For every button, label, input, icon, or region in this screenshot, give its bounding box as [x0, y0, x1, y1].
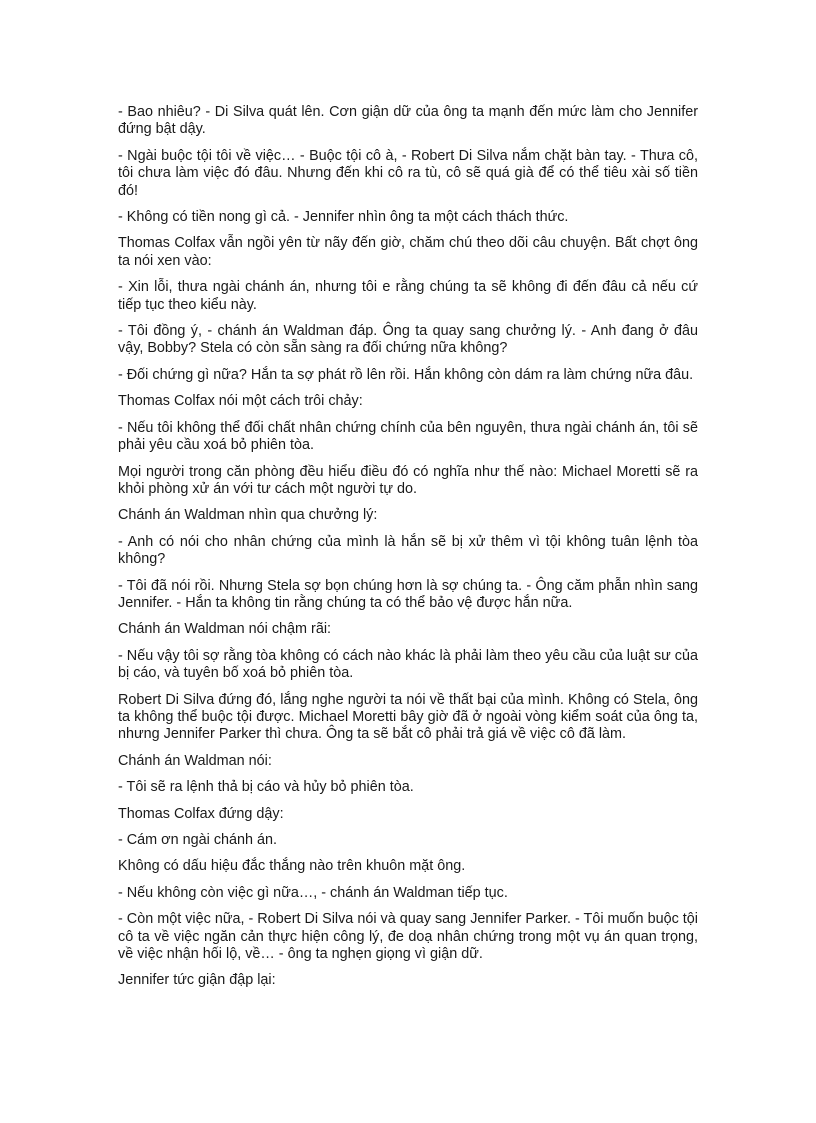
- paragraph: - Không có tiền nong gì cả. - Jennifer nhìn ông ta một cách thách thức.: [118, 209, 569, 226]
- paragraph: Thomas Colfax vẫn ngồi yên từ nãy đến giờ, chăm chú theo dõi câu chuyện. Bất chợt ông ta nói xen vào:: [118, 235, 698, 269]
- paragraph: - Nếu vậy tôi sợ rằng tòa không có cách nào khác là phải làm theo yêu cầu của luật sư của bị cáo, và tuyên bố xoá bỏ phiên tòa.: [118, 647, 698, 682]
- paragraph: - Cám ơn ngài chánh án.: [118, 832, 278, 848]
- paragraph: Chánh án Waldman nhìn qua chưởng lý:: [118, 507, 378, 524]
- paragraph: - Nếu không còn việc gì nữa…, - chánh án Waldman tiếp tục.: [118, 884, 508, 901]
- paragraph: Thomas Colfax đứng dậy:: [118, 805, 284, 822]
- paragraph: - Tôi đã nói rồi. Nhưng Stela sợ bọn chúng hơn là sợ chúng ta. - Ông căm phẫn nhìn sang Jennifer. - Hắn ta không tin rằng chúng ta có thể bảo vệ được hắn nữa.: [118, 577, 698, 611]
- paragraph: Chánh án Waldman nói:: [118, 752, 272, 769]
- paragraph: Mọi người trong căn phòng đều hiểu điều đó có nghĩa như thế nào: Michael Moretti sẽ ra khỏi phòng xử án với tư cách một người tự do.: [118, 463, 698, 497]
- paragraph: - Còn một việc nữa, - Robert Di Silva nói và quay sang Jennifer Parker. - Tôi muốn buộc tội cô ta về việc ngăn cản thực hiện công lý, đe doạ nhân chứng trong một vụ án quan trọng, về việc nhận hối lộ, về… - ông ta nghẹn giọng vì giận dữ.: [118, 911, 698, 963]
- paragraph: - Anh có nói cho nhân chứng của mình là hắn sẽ bị xử thêm vì tội không tuân lệnh tòa không?: [118, 533, 698, 568]
- paragraph: - Xin lỗi, thưa ngài chánh án, nhưng tôi e rằng chúng ta sẽ không đi đến đâu cả nếu cứ tiếp tục theo kiểu này.: [118, 279, 698, 313]
- paragraph: - Nếu tôi không thể đối chất nhân chứng chính của bên nguyên, thưa ngài chánh án, tôi sẽ phải yêu cầu xoá bỏ phiên tòa.: [118, 419, 698, 454]
- paragraph: - Tôi đồng ý, - chánh án Waldman đáp. Ông ta quay sang chưởng lý. - Anh đang ở đâu vậy, Bobby? Stela có còn sẵn sàng ra đối chứng nữa không?: [118, 323, 698, 357]
- paragraph: - Đối chứng gì nữa? Hắn ta sợ phát rồ lên rồi. Hắn không còn dám ra làm chứng nữa đâu.: [118, 366, 694, 383]
- paragraph: - Tôi sẽ ra lệnh thả bị cáo và hủy bỏ phiên tòa.: [118, 779, 414, 796]
- paragraph: Jennifer tức giận đập lại:: [118, 972, 276, 989]
- paragraph: - Bao nhiêu? - Di Silva quát lên. Cơn giận dữ của ông ta mạnh đến mức làm cho Jennifer đứng bật dậy.: [118, 104, 698, 138]
- paragraph: Robert Di Silva đứng đó, lắng nghe người ta nói về thất bại của mình. Không có Stela, ông ta không thể buộc tội được. Michael Moretti bây giờ đã ở ngoài vòng kiểm soát của ông ta, nhưng Jennifer Parker thì chưa. Ông ta sẽ bắt cô phải trả giá về việc cô đã làm.: [118, 691, 698, 743]
- paragraph: - Ngài buộc tội tôi về việc… - Buộc tội cô à, - Robert Di Silva nắm chặt bàn tay. - Thưa cô, tôi chưa làm việc đó đâu. Nhưng đến khi cô ra tù, cô sẽ quá già để có thể tiêu xài số tiền đó!: [118, 147, 698, 199]
- paragraph: Thomas Colfax nói một cách trôi chảy:: [118, 393, 363, 410]
- paragraph: Chánh án Waldman nói chậm rãi:: [118, 621, 332, 638]
- document-page: [118, 104, 698, 999]
- paragraph: Không có dấu hiệu đắc thắng nào trên khuôn mặt ông.: [118, 858, 466, 875]
